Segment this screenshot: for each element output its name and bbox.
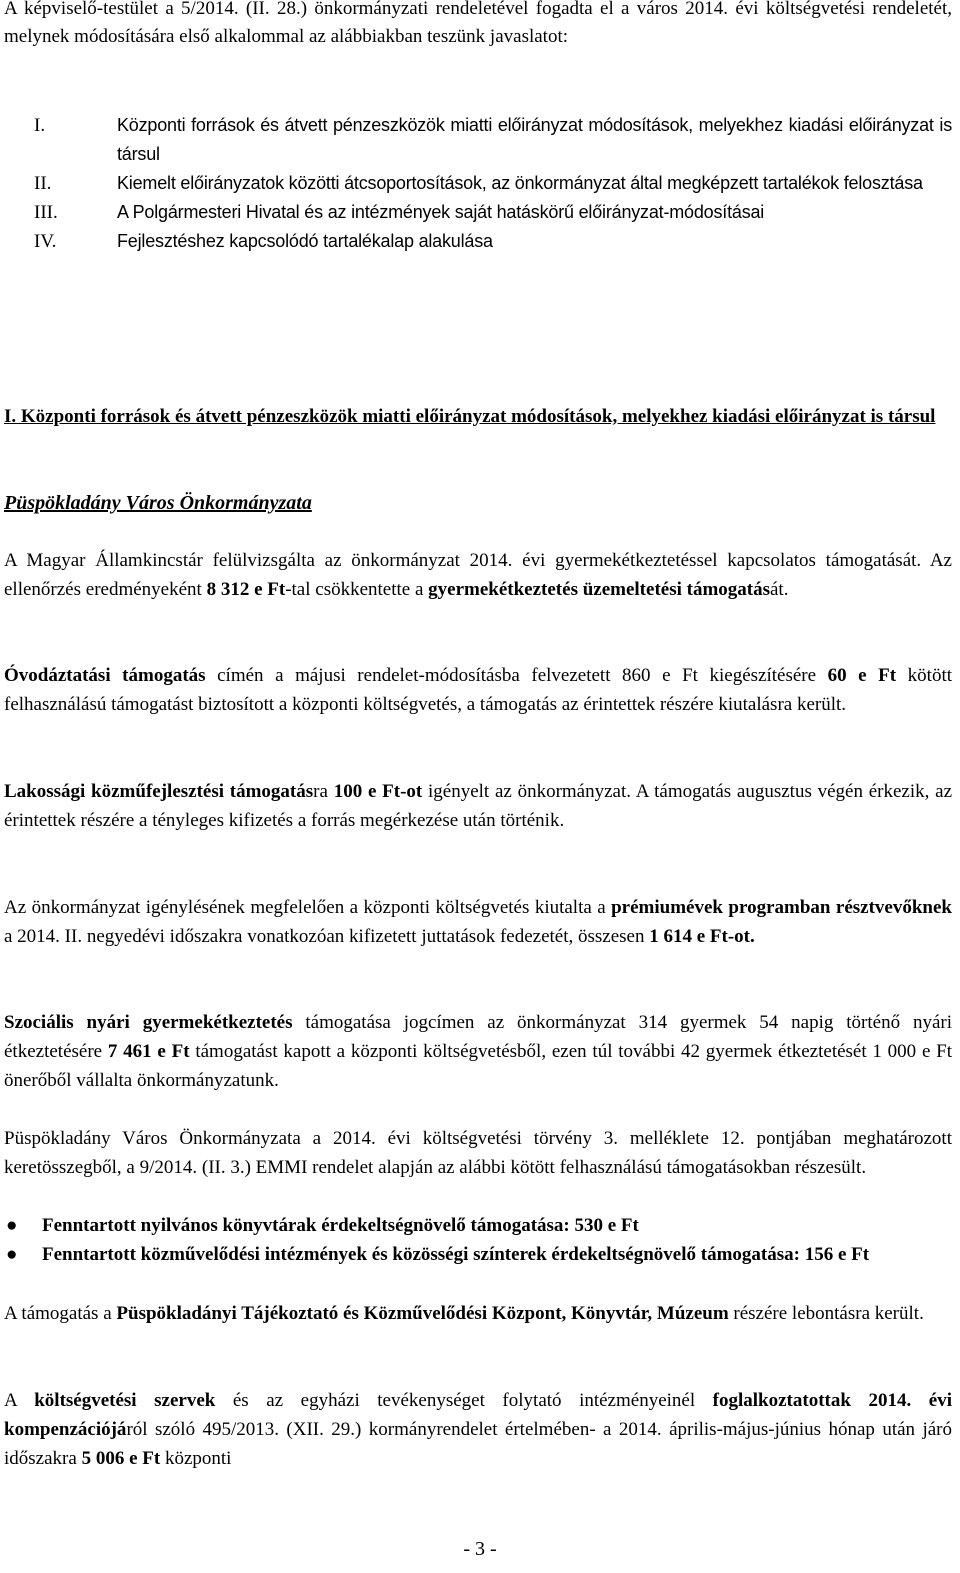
bullet-icon: ● (6, 1215, 18, 1236)
bullet-icon: ● (6, 1244, 18, 1265)
bold-run: Szociális nyári gyermekétkeztetés (4, 1012, 293, 1033)
text-run: ról szóló 495/2013. (XII. 29.) kormányrendelet értelmében- a 2014. április-május-június hónap után járó időszakra (4, 1419, 952, 1469)
text-run: támogatása jogcímen az önkormányzat 314 gyermek 54 napig történő nyári étkeztetésére (4, 1012, 952, 1062)
text-run: Az önkormányzat igénylésének megfelelően a központi költségvetés kiutalta a (4, 897, 612, 918)
outline-number: I. (34, 115, 46, 136)
text-run: ra (313, 781, 334, 802)
bold-run: gyermekétkeztetés üzemeltetési támogatás (428, 579, 770, 600)
outline-item (34, 198, 952, 227)
text-run: igényelt az önkormányzat. A támogatás augusztus végén érkezik, az érintettek részére a tényleges kifizetés a forrás megérkezése után történik. (4, 781, 953, 831)
paragraph-lebontas (4, 1299, 952, 1328)
page-number: - 3 - (463, 1538, 497, 1560)
outline-text: Központi források és átvett pénzeszközök miatti előirányzat módosítások, melyekhez kiadási előirányzat is társul (117, 115, 952, 164)
bold-run: Lakossági közműfejlesztési támogatás (4, 781, 314, 802)
bold-run: 100 e Ft-ot (333, 781, 423, 802)
bold-run: prémiumévek programban résztvevőknek (611, 897, 952, 918)
text-run: és az egyházi tevékenységet folytató intézményeinél (215, 1390, 713, 1411)
section-heading-block (4, 403, 952, 431)
outline-text: Kiemelt előirányzatok közötti átcsoportosítások, az önkormányzat által megképzett tartalékok felosztása (117, 173, 923, 193)
bold-run: költségvetési szervek (34, 1390, 216, 1411)
text-run: át. (770, 579, 789, 600)
text-run: a 2014. II. negyedévi időszakra vonatkozóan kifizetett juttatások fedezetét, összesen (4, 926, 650, 947)
text-run: részére lebontásra került. (728, 1303, 924, 1324)
outline-item (34, 227, 952, 256)
paragraph-premiumevek (4, 893, 952, 951)
bold-run: 8 312 e Ft (206, 579, 286, 600)
bullet-text: Fenntartott nyilvános könyvtárak érdekeltségnövelő támogatása: 530 e Ft (42, 1215, 639, 1236)
section-subheading: Püspökladány Város Önkormányzata (4, 492, 312, 514)
outline-list (34, 111, 952, 256)
outline-text: A Polgármesteri Hivatal és az intézmények saját hatáskörű előirányzat-módosításai (117, 202, 765, 222)
paragraph-ovodaztatas (4, 661, 952, 719)
bullet-item (4, 1211, 952, 1240)
outline-item (34, 169, 952, 198)
outline-item (34, 111, 952, 169)
support-bullet-list (4, 1211, 952, 1269)
bold-run: Püspökladányi Tájékoztató és Közművelődési Központ, Könyvtár, Múzeum (116, 1303, 729, 1324)
text-run: -tal csökkentette a (285, 579, 429, 600)
bold-run: Óvodáztatási támogatás (4, 665, 206, 686)
text-run: címén a májusi rendelet-módosításba felvezetett 860 e Ft kiegészítésére (205, 665, 828, 686)
bullet-text: Fenntartott közművelődési intézmények és közösségi színterek érdekeltségnövelő támogatása: 156 e Ft (42, 1244, 870, 1265)
paragraph-kozmufejlesztes (4, 777, 952, 835)
text-run: A Magyar Államkincstár felülvizsgálta az önkormányzat 2014. évi gyermekétkeztetéssel kapcsolatos támogatását. Az ellenőrzés eredményeként (4, 550, 952, 600)
text-run: A támogatás a (4, 1303, 117, 1324)
bold-run: foglalkoztatottak 2014. évi kompenzációjá (4, 1390, 952, 1440)
bullet-item (4, 1240, 952, 1269)
paragraph-nyari-etkeztetes (4, 1008, 952, 1095)
paragraph-kompenzacio (4, 1386, 952, 1473)
outline-number: III. (34, 202, 58, 223)
outline-number: IV. (34, 231, 57, 252)
outline-text: Fejlesztéshez kapcsolódó tartalékalap alakulása (117, 231, 493, 251)
bold-run: 1 614 e Ft-ot. (649, 926, 755, 947)
section-heading: I. Központi források és átvett pénzeszközök miatti előirányzat módosítások, melyekhez kiadási előirányzat is társul (4, 406, 936, 427)
bold-run: 5 006 e Ft (81, 1448, 161, 1469)
subheading-block (4, 489, 952, 518)
outline-number: II. (34, 173, 52, 194)
text-run: támogatást kapott a központi költségvetésből, ezen túl további 42 gyermek étkeztetését 1 000 e Ft önerőből vállalta önkormányzatunk. (4, 1041, 953, 1091)
text-run: központi (160, 1448, 232, 1469)
intro-paragraph: A képviselő-testület a 5/2014. (II. 28.) önkormányzati rendeletével fogadta el a város 2014. évi költségvetési rendeletét, melynek módosítására első alkalommal az alábbiakban teszünk javaslatot: (4, 0, 952, 47)
paragraph-gyermeketkeztetes (4, 546, 952, 604)
bold-run: 60 e Ft (827, 665, 897, 686)
paragraph-kotott-tamogatasok: Püspökladány Város Önkormányzata a 2014. évi költségvetési törvény 3. melléklete 12. pontjában meghatározott keretösszegből, a 9/2014. (II. 3.) EMMI rendelet alapján az alábbi kötött felhasználású támogatásokban részesült. (4, 1128, 952, 1178)
bold-run: 7 461 e Ft (107, 1041, 190, 1062)
text-run: A (4, 1390, 35, 1411)
text-run: kötött felhasználású támogatást biztosított a központi költségvetés, a támogatás az érintettek részére kiutalásra került. (4, 665, 953, 715)
